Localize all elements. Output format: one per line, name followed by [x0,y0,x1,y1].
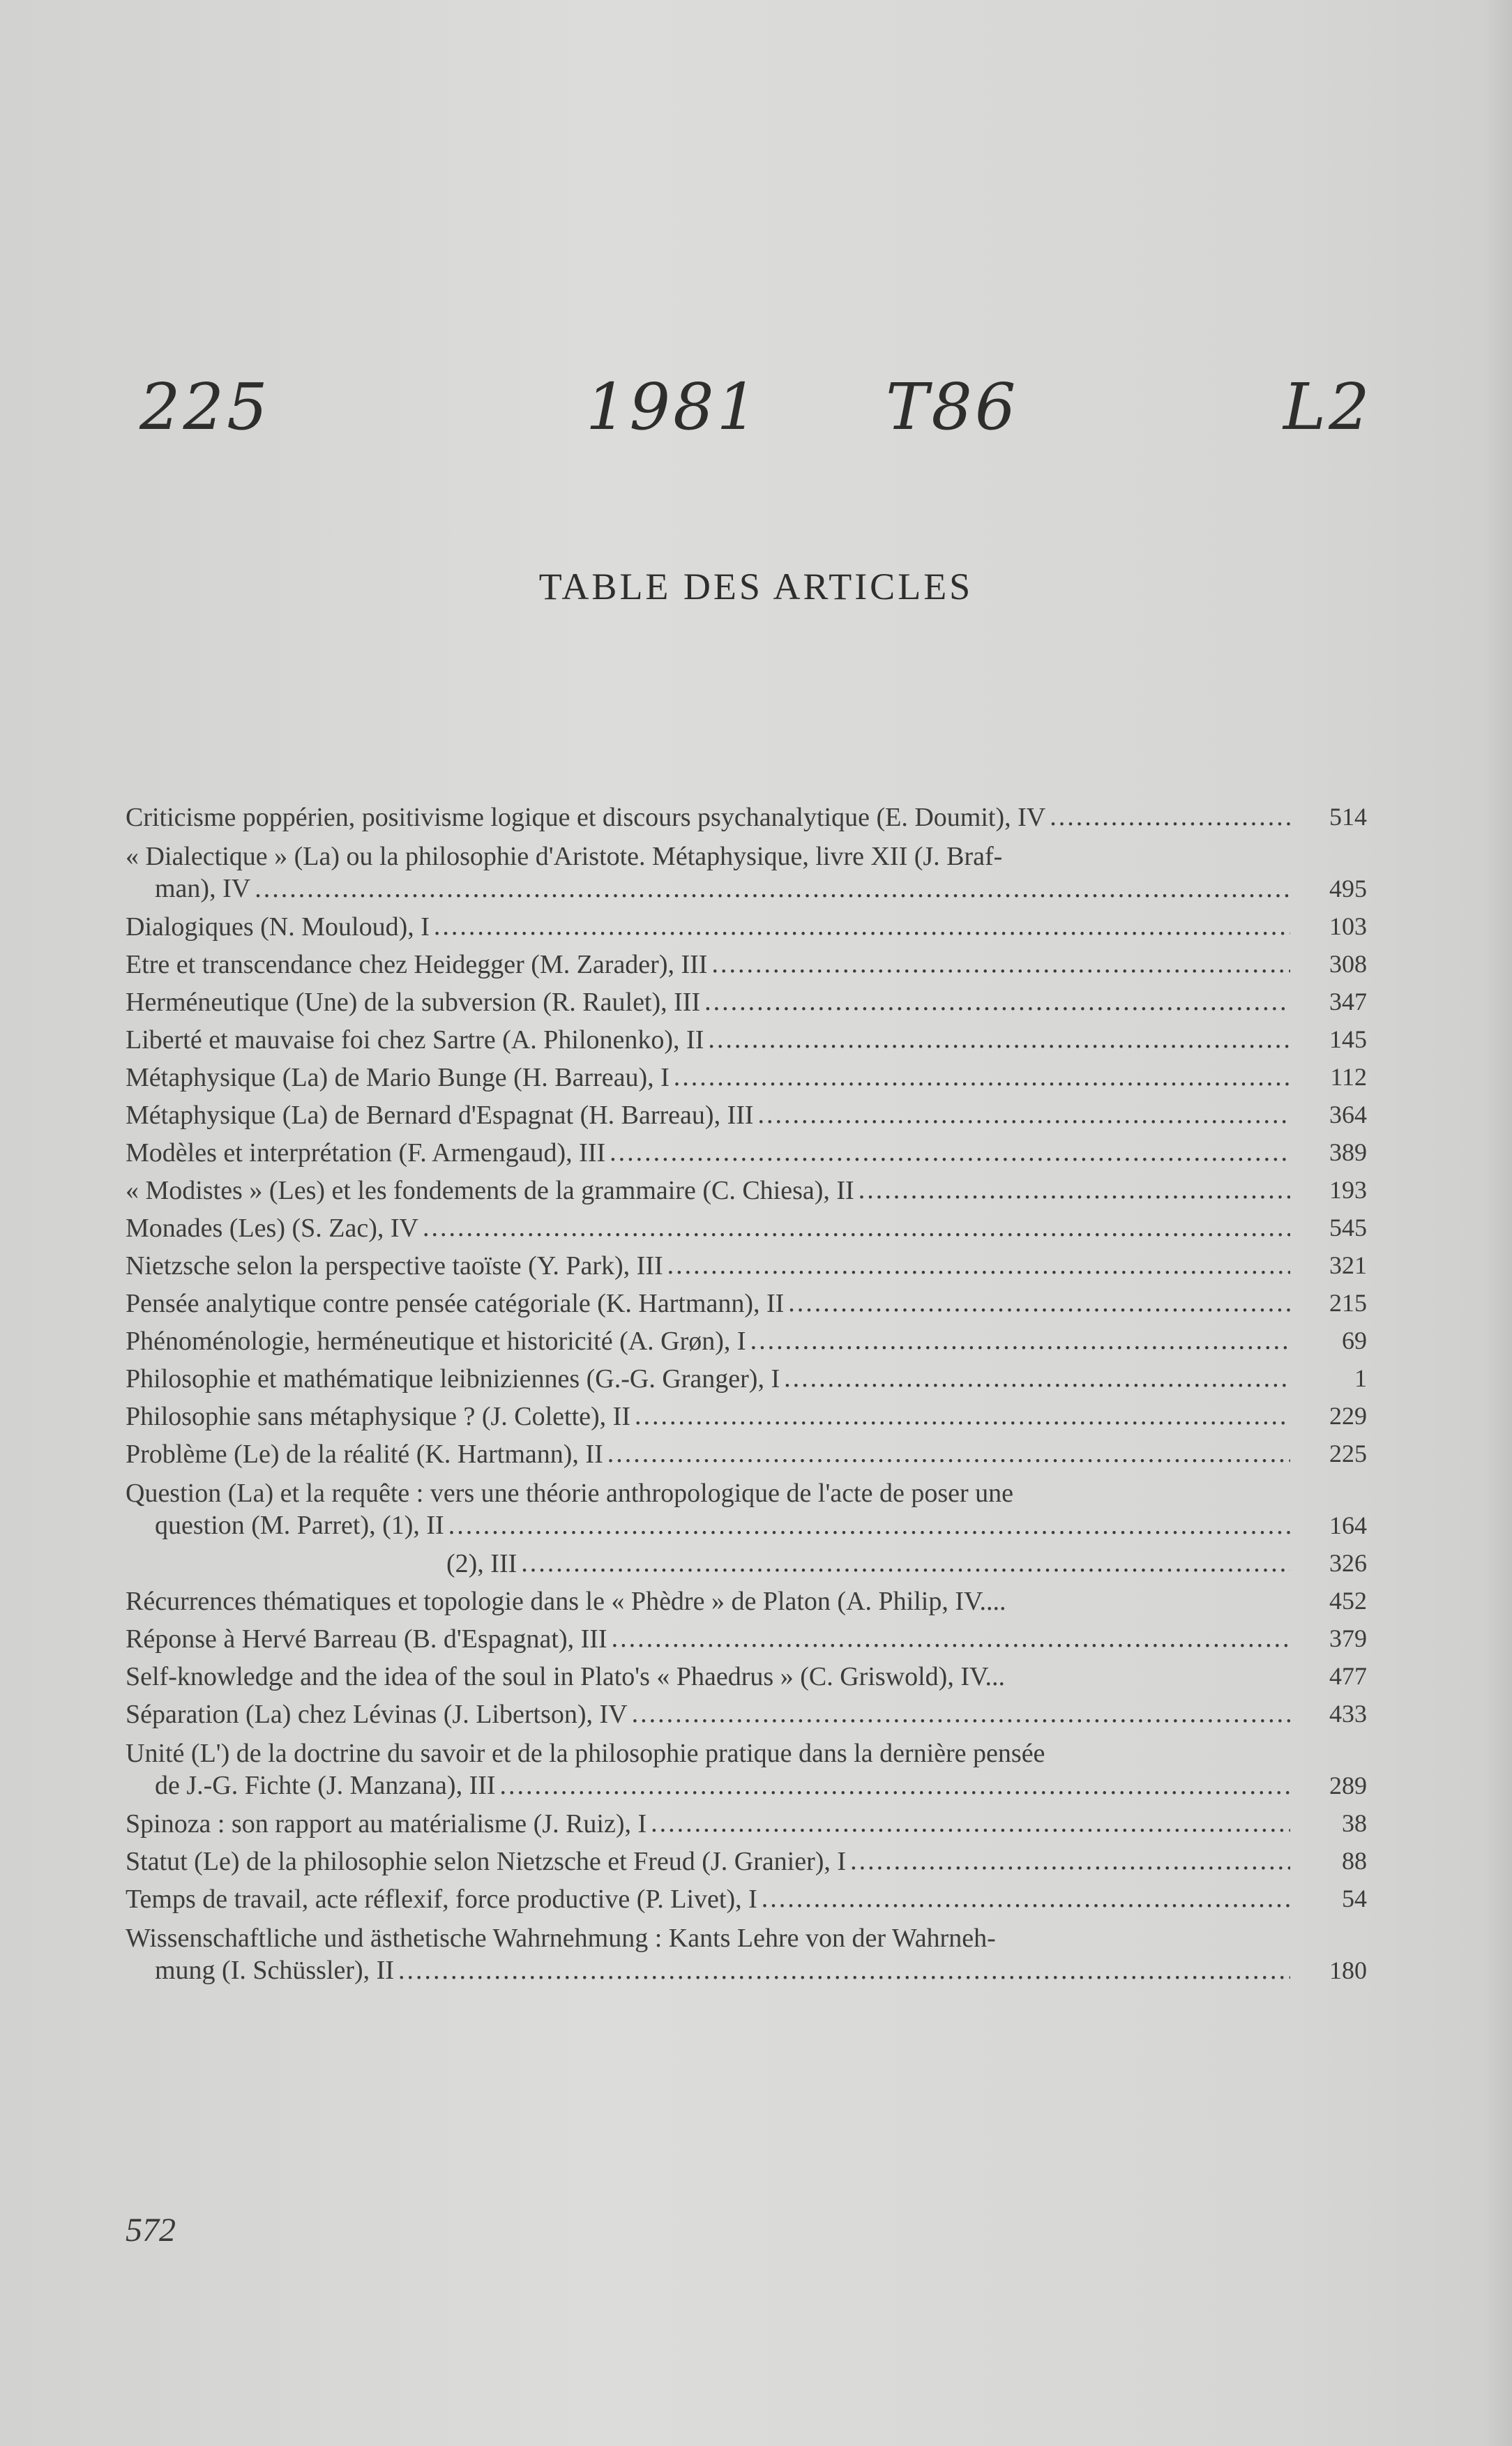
entry-title: « Modistes » (Les) et les fondements de la grammaire (C. Chiesa), II [126,1176,854,1205]
page-number: 572 [126,2212,176,2249]
toc-entry [126,1018,1367,1055]
dot-leader [500,1769,1290,1802]
toc-entry [126,1432,1367,1470]
dot-leader [635,1400,1290,1432]
entry-title: Unité (L') de la doctrine du savoir et de la philosophie pratique dans la dernière pensée [126,1739,1045,1768]
dot-leader [667,1249,1290,1281]
entry-title: Wissenschaftliche und ästhetische Wahrnehmung : Kants Lehre von der Wahrneh- [126,1924,996,1953]
toc-entry [126,1319,1367,1357]
entry-title: Liberté et mauvaise foi chez Sartre (A. Philonenko), II [126,1025,704,1055]
page-title: TABLE DES ARTICLES [538,566,974,607]
dot-leader [398,1954,1290,1986]
toc-entry [126,1541,1367,1579]
dot-leader [762,1882,1290,1915]
entry-page-number: 164 [1329,1511,1367,1539]
entry-page-number: 452 [1329,1587,1367,1615]
entry-title: Herméneutique (Une) de la subversion (R. Raulet), III [126,988,701,1017]
entry-title: Modèles et interprétation (F. Armengaud), III [126,1138,606,1168]
dot-leader [632,1698,1290,1730]
entry-page-number: 433 [1329,1700,1367,1728]
entry-page-number: 229 [1329,1402,1367,1430]
handwritten-mark: 225 [139,370,271,444]
entry-page-number: 514 [1329,803,1367,831]
entry-title: Temps de travail, acte réflexif, force productive (P. Livet), I [126,1885,757,1914]
entry-page-number: 180 [1329,1956,1367,1984]
entry-page-number: 103 [1329,912,1367,940]
toc-entry [126,1730,1367,1802]
entry-page-number: 69 [1342,1327,1367,1354]
entry-title: Statut (Le) de la philosophie selon Nietzsche et Freud (J. Granier), I [126,1847,847,1876]
table-of-contents [126,795,1367,1986]
entry-title: Problème (Le) de la réalité (K. Hartmann), II [126,1440,603,1469]
dot-leader [255,873,1290,905]
toc-entry [126,833,1367,905]
handwritten-mark: L2 [1283,370,1373,444]
entry-title-continued: mung (I. Schüssler), II [155,1956,394,1985]
entry-page-number: 477 [1329,1662,1367,1690]
entry-page-number: 215 [1329,1289,1367,1317]
entry-title: Réponse à Hervé Barreau (B. d'Espagnat), III [126,1624,607,1654]
entry-title-continued: de J.-G. Fichte (J. Manzana), III [155,1771,496,1800]
toc-entry [126,1357,1367,1394]
toc-entry [126,1093,1367,1131]
entry-title: Pensée analytique contre pensée catégoriale (K. Hartmann), II [126,1289,785,1318]
toc-entry [126,1131,1367,1168]
entry-page-number: 389 [1329,1138,1367,1166]
entry-title: Philosophie et mathématique leibniziennes (G.-G. Granger), I [126,1364,780,1394]
toc-entry [126,1168,1367,1206]
entry-title: Criticisme poppérien, positivisme logique et discours psychanalytique (E. Doumit), IV [126,803,1046,832]
dot-leader [448,1509,1290,1541]
entry-page-number: 364 [1329,1101,1367,1128]
entry-page-number: 145 [1329,1025,1367,1053]
dot-leader [521,1547,1290,1579]
entry-title: Self-knowledge and the idea of the soul in Plato's « Phaedrus » (C. Griswold), IV... [126,1662,1006,1691]
dot-leader [610,1136,1290,1168]
entry-page-number: 289 [1329,1772,1367,1799]
entry-page-number: 1 [1354,1364,1367,1392]
page-edge-shadow [1484,0,1512,2446]
entry-page-number: 321 [1329,1251,1367,1279]
entry-page-number: 193 [1329,1176,1367,1204]
handwritten-mark: T86 [886,370,1019,444]
entry-title: Métaphysique (La) de Bernard d'Espagnat (H. Barreau), III [126,1101,754,1130]
toc-entry [126,1877,1367,1915]
entry-title-continued: man), IV [155,874,251,903]
toc-entry [126,905,1367,942]
entry-title: (2), III [446,1549,517,1578]
dot-leader [784,1362,1290,1394]
entry-title-continued: question (M. Parret), (1), II [155,1511,444,1540]
entry-title: Question (La) et la requête : vers une théorie anthropologique de l'acte de poser une [126,1479,1014,1508]
dot-leader [434,910,1290,942]
dot-leader [607,1437,1290,1470]
entry-title: Monades (Les) (S. Zac), IV [126,1214,418,1243]
dot-leader [859,1174,1290,1206]
dot-leader [750,1324,1290,1357]
entry-page-number: 347 [1329,988,1367,1016]
toc-entry [126,1839,1367,1877]
dot-leader [758,1099,1290,1131]
dot-leader [423,1211,1290,1244]
entry-page-number: 326 [1329,1549,1367,1577]
entry-title: Métaphysique (La) de Mario Bunge (H. Barreau), I [126,1063,670,1092]
toc-entry [126,1055,1367,1093]
toc-entry [126,1281,1367,1319]
entry-page-number: 112 [1330,1063,1367,1091]
toc-entry [126,1617,1367,1654]
dot-leader [612,1622,1290,1654]
toc-entry [126,1244,1367,1281]
entry-title: Récurrences thématiques et topologie dans le « Phèdre » de Platon (A. Philip, IV.... [126,1587,1006,1616]
dot-leader [651,1807,1290,1839]
dot-leader [704,986,1290,1018]
entry-page-number: 308 [1329,950,1367,978]
toc-entry [126,1470,1367,1541]
dot-leader [711,948,1290,980]
toc-entry [126,1654,1367,1692]
toc-entry [126,1802,1367,1839]
entry-page-number: 545 [1329,1214,1367,1241]
entry-title: Dialogiques (N. Mouloud), I [126,912,430,942]
handwritten-mark: 1981 [586,370,761,444]
toc-entry [126,795,1367,833]
entry-page-number: 225 [1329,1440,1367,1467]
entry-title: Nietzsche selon la perspective taoïste (Y. Park), III [126,1251,663,1281]
dot-leader [708,1023,1290,1055]
entry-title: Spinoza : son rapport au matérialisme (J. Ruiz), I [126,1809,647,1839]
dot-leader [788,1287,1290,1319]
toc-entry [126,1206,1367,1244]
entry-title: Etre et transcendance chez Heidegger (M. Zarader), III [126,950,708,979]
dot-leader [674,1061,1290,1093]
dot-leader [1050,801,1290,833]
dot-leader [850,1845,1290,1877]
entry-title: Séparation (La) chez Lévinas (J. Libertson), IV [126,1700,628,1729]
toc-entry [126,1579,1367,1617]
toc-entry [126,980,1367,1018]
entry-page-number: 495 [1329,875,1367,903]
toc-entry [126,1394,1367,1432]
entry-page-number: 54 [1342,1885,1367,1912]
entry-title: Phénoménologie, herméneutique et historicité (A. Grøn), I [126,1327,746,1356]
entry-title: Philosophie sans métaphysique ? (J. Colette), II [126,1402,630,1431]
entry-page-number: 379 [1329,1624,1367,1652]
entry-page-number: 38 [1342,1809,1367,1837]
toc-entry [126,1915,1367,1986]
toc-entry [126,942,1367,980]
toc-entry [126,1692,1367,1730]
entry-page-number: 88 [1342,1847,1367,1875]
entry-title: « Dialectique » (La) ou la philosophie d'Aristote. Métaphysique, livre XII (J. Braf- [126,842,1003,871]
